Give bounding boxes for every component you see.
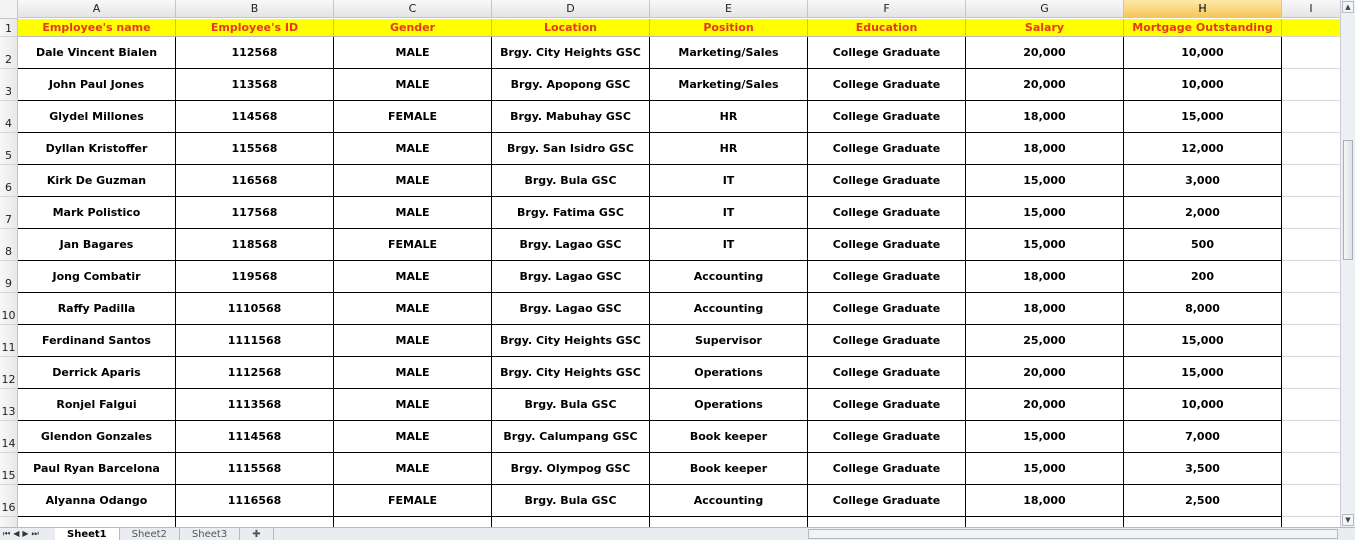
row-header[interactable]: 3 xyxy=(0,69,18,101)
table-cell[interactable]: Brgy. Calumpang GSC xyxy=(492,421,650,453)
table-cell[interactable]: MALE xyxy=(334,37,492,69)
horizontal-scrollbar[interactable] xyxy=(808,529,1338,539)
table-cell[interactable]: 18,000 xyxy=(966,485,1124,517)
table-cell[interactable]: Supervisor xyxy=(650,325,808,357)
table-cell-empty[interactable] xyxy=(1282,453,1341,485)
last-sheet-icon[interactable]: ⏭ xyxy=(31,529,39,538)
table-row xyxy=(0,133,1341,165)
table-cell-empty[interactable] xyxy=(1282,325,1341,357)
table-cell[interactable]: 15,000 xyxy=(1124,101,1282,133)
table-row xyxy=(0,485,1341,517)
table-cell[interactable]: Brgy. Lagao GSC xyxy=(492,229,650,261)
table-cell[interactable]: 25,000 xyxy=(966,325,1124,357)
table-cell-empty[interactable] xyxy=(334,517,492,527)
table-cell[interactable]: Brgy. Apopong GSC xyxy=(492,69,650,101)
table-row xyxy=(0,165,1341,197)
row-header[interactable]: 11 xyxy=(0,325,18,357)
table-cell-empty[interactable] xyxy=(1282,37,1341,69)
table-cell[interactable]: College Graduate xyxy=(808,101,966,133)
table-cell[interactable]: 15,000 xyxy=(1124,357,1282,389)
table-cell[interactable]: FEMALE xyxy=(334,229,492,261)
table-cell[interactable]: Brgy. Olympog GSC xyxy=(492,453,650,485)
table-cell-empty[interactable] xyxy=(1282,389,1341,421)
table-cell[interactable]: Brgy. Bula GSC xyxy=(492,485,650,517)
table-row xyxy=(0,69,1341,101)
table-cell[interactable]: 15,000 xyxy=(966,421,1124,453)
table-cell[interactable]: College Graduate xyxy=(808,229,966,261)
table-cell[interactable]: MALE xyxy=(334,133,492,165)
header-cell[interactable]: Position xyxy=(650,19,808,37)
table-cell[interactable]: Book keeper xyxy=(650,453,808,485)
table-cell[interactable]: 119568 xyxy=(176,261,334,293)
table-cell-empty[interactable] xyxy=(966,517,1124,527)
table-cell[interactable]: 500 xyxy=(1124,229,1282,261)
sheet-tab-sheet1[interactable]: Sheet1 xyxy=(55,528,120,540)
sheet-tabs xyxy=(55,528,240,540)
table-row xyxy=(0,453,1341,485)
column-header-e[interactable]: E xyxy=(650,0,808,18)
row-header[interactable]: 10 xyxy=(0,293,18,325)
header-cell[interactable]: Location xyxy=(492,19,650,37)
select-all-corner[interactable] xyxy=(0,0,18,19)
table-cell-empty[interactable] xyxy=(1282,421,1341,453)
table-cell[interactable]: 20,000 xyxy=(966,357,1124,389)
table-cell[interactable]: 18,000 xyxy=(966,133,1124,165)
table-cell-empty[interactable] xyxy=(1282,133,1341,165)
table-cell[interactable]: IT xyxy=(650,197,808,229)
table-cell-empty[interactable] xyxy=(1124,517,1282,527)
row-header[interactable]: 13 xyxy=(0,389,18,421)
vertical-scroll-thumb[interactable] xyxy=(1343,140,1353,260)
column-header-f[interactable]: F xyxy=(808,0,966,18)
table-cell[interactable]: IT xyxy=(650,165,808,197)
table-cell[interactable]: MALE xyxy=(334,453,492,485)
table-cell-empty[interactable] xyxy=(1282,293,1341,325)
table-cell[interactable]: Brgy. Bula GSC xyxy=(492,389,650,421)
header-row xyxy=(0,19,1341,37)
table-cell[interactable]: John Paul Jones xyxy=(18,69,176,101)
row-header[interactable]: 15 xyxy=(0,453,18,485)
table-cell-empty[interactable] xyxy=(1282,357,1341,389)
row-header[interactable]: 5 xyxy=(0,133,18,165)
sheet-tab-sheet3[interactable]: Sheet3 xyxy=(180,528,240,540)
table-cell[interactable]: Brgy. City Heights GSC xyxy=(492,37,650,69)
table-cell-empty[interactable] xyxy=(650,517,808,527)
sheet-tab-bar xyxy=(0,527,1355,540)
table-cell[interactable]: College Graduate xyxy=(808,453,966,485)
table-cell-empty[interactable] xyxy=(1282,485,1341,517)
table-cell-empty[interactable] xyxy=(1282,261,1341,293)
table-cell[interactable]: 1114568 xyxy=(176,421,334,453)
table-cell[interactable]: Book keeper xyxy=(650,421,808,453)
table-cell-empty[interactable] xyxy=(1282,165,1341,197)
table-cell-empty[interactable] xyxy=(1282,517,1341,527)
table-cell[interactable]: 2,000 xyxy=(1124,197,1282,229)
row-header-1[interactable]: 1 xyxy=(0,19,18,37)
table-cell[interactable]: Accounting xyxy=(650,261,808,293)
table-cell[interactable]: College Graduate xyxy=(808,293,966,325)
row-header[interactable]: 2 xyxy=(0,37,18,69)
rows-container xyxy=(0,19,1341,527)
table-cell[interactable]: 18,000 xyxy=(966,261,1124,293)
table-cell[interactable]: MALE xyxy=(334,421,492,453)
row-header[interactable]: 4 xyxy=(0,101,18,133)
table-cell[interactable]: 15,000 xyxy=(966,165,1124,197)
table-cell[interactable]: Brgy. Fatima GSC xyxy=(492,197,650,229)
table-cell[interactable]: Accounting xyxy=(650,485,808,517)
table-row xyxy=(0,389,1341,421)
table-cell[interactable]: IT xyxy=(650,229,808,261)
row-header[interactable]: 9 xyxy=(0,261,18,293)
table-row xyxy=(0,325,1341,357)
table-cell[interactable]: College Graduate xyxy=(808,197,966,229)
sheet-nav xyxy=(0,529,55,539)
row-header[interactable] xyxy=(0,517,18,527)
table-cell[interactable]: Glydel Millones xyxy=(18,101,176,133)
column-header-c[interactable]: C xyxy=(334,0,492,18)
table-row xyxy=(0,421,1341,453)
vertical-scrollbar[interactable] xyxy=(1340,0,1355,527)
table-cell[interactable]: MALE xyxy=(334,197,492,229)
scroll-down-icon[interactable]: ▼ xyxy=(1342,514,1354,526)
next-sheet-icon[interactable]: ▶ xyxy=(22,529,29,538)
table-cell[interactable]: Brgy. City Heights GSC xyxy=(492,357,650,389)
header-cell[interactable]: Employee's name xyxy=(18,19,176,37)
row-header[interactable]: 7 xyxy=(0,197,18,229)
table-cell[interactable]: MALE xyxy=(334,389,492,421)
table-row xyxy=(0,37,1341,69)
table-row xyxy=(0,357,1341,389)
row-header[interactable]: 8 xyxy=(0,229,18,261)
table-cell[interactable]: MALE xyxy=(334,293,492,325)
table-cell[interactable]: Brgy. Lagao GSC xyxy=(492,293,650,325)
table-cell[interactable]: College Graduate xyxy=(808,133,966,165)
table-cell[interactable]: 113568 xyxy=(176,69,334,101)
column-header-b[interactable]: B xyxy=(176,0,334,18)
table-cell-empty[interactable] xyxy=(1282,229,1341,261)
header-cell[interactable]: Education xyxy=(808,19,966,37)
table-cell[interactable]: 20,000 xyxy=(966,69,1124,101)
table-cell[interactable]: 1112568 xyxy=(176,357,334,389)
table-cell[interactable]: Ferdinand Santos xyxy=(18,325,176,357)
table-cell[interactable]: 1111568 xyxy=(176,325,334,357)
table-cell[interactable]: 3,000 xyxy=(1124,165,1282,197)
table-cell[interactable]: 8,000 xyxy=(1124,293,1282,325)
table-row xyxy=(0,197,1341,229)
insert-sheet-icon[interactable]: ✚ xyxy=(240,528,273,540)
header-cell[interactable]: Gender xyxy=(334,19,492,37)
table-cell[interactable]: 2,500 xyxy=(1124,485,1282,517)
table-cell[interactable]: 112568 xyxy=(176,37,334,69)
sheet-tab-sheet2[interactable]: Sheet2 xyxy=(120,528,180,540)
table-cell[interactable]: 115568 xyxy=(176,133,334,165)
table-cell[interactable]: MALE xyxy=(334,357,492,389)
table-cell[interactable]: 7,000 xyxy=(1124,421,1282,453)
table-cell[interactable]: 15,000 xyxy=(966,197,1124,229)
table-cell[interactable]: 3,500 xyxy=(1124,453,1282,485)
table-cell[interactable]: 10,000 xyxy=(1124,69,1282,101)
row-header[interactable]: 6 xyxy=(0,165,18,197)
table-cell[interactable]: 18,000 xyxy=(966,293,1124,325)
table-row xyxy=(0,261,1341,293)
table-cell[interactable]: 114568 xyxy=(176,101,334,133)
table-cell[interactable]: Accounting xyxy=(650,293,808,325)
table-cell[interactable]: College Graduate xyxy=(808,261,966,293)
table-cell-empty[interactable] xyxy=(808,517,966,527)
column-header-h[interactable]: H xyxy=(1124,0,1282,18)
table-cell[interactable]: Brgy. San Isidro GSC xyxy=(492,133,650,165)
table-cell[interactable]: Marketing/Sales xyxy=(650,37,808,69)
table-cell[interactable]: 15,000 xyxy=(966,229,1124,261)
row-header[interactable]: 12 xyxy=(0,357,18,389)
table-row xyxy=(0,101,1341,133)
table-cell[interactable]: College Graduate xyxy=(808,69,966,101)
header-cell[interactable]: Salary xyxy=(966,19,1124,37)
table-cell[interactable]: Marketing/Sales xyxy=(650,69,808,101)
table-cell[interactable]: 15,000 xyxy=(1124,325,1282,357)
table-cell[interactable]: College Graduate xyxy=(808,325,966,357)
table-cell[interactable]: 15,000 xyxy=(966,453,1124,485)
table-cell[interactable]: College Graduate xyxy=(808,421,966,453)
table-cell[interactable]: 12,000 xyxy=(1124,133,1282,165)
table-cell[interactable]: Raffy Padilla xyxy=(18,293,176,325)
table-cell[interactable]: College Graduate xyxy=(808,165,966,197)
table-cell-empty[interactable] xyxy=(1282,101,1341,133)
table-cell[interactable]: HR xyxy=(650,101,808,133)
column-header-i[interactable]: I xyxy=(1282,0,1341,18)
table-cell[interactable]: FEMALE xyxy=(334,101,492,133)
table-cell[interactable]: MALE xyxy=(334,261,492,293)
header-cell[interactable]: Mortgage Outstanding xyxy=(1124,19,1282,37)
table-cell[interactable]: Jan Bagares xyxy=(18,229,176,261)
table-cell[interactable]: 10,000 xyxy=(1124,389,1282,421)
column-header-bar xyxy=(0,0,1341,19)
table-cell[interactable]: College Graduate xyxy=(808,357,966,389)
table-cell[interactable]: MALE xyxy=(334,325,492,357)
table-cell[interactable]: 117568 xyxy=(176,197,334,229)
table-cell[interactable]: Derrick Aparis xyxy=(18,357,176,389)
row-header[interactable]: 14 xyxy=(0,421,18,453)
table-cell[interactable]: College Graduate xyxy=(808,389,966,421)
table-cell[interactable]: MALE xyxy=(334,69,492,101)
table-cell[interactable]: 20,000 xyxy=(966,389,1124,421)
table-cell[interactable]: MALE xyxy=(334,165,492,197)
table-cell[interactable]: Operations xyxy=(650,389,808,421)
table-cell[interactable]: 116568 xyxy=(176,165,334,197)
table-cell[interactable]: 1113568 xyxy=(176,389,334,421)
table-cell[interactable]: Brgy. Mabuhay GSC xyxy=(492,101,650,133)
table-row xyxy=(0,229,1341,261)
table-cell[interactable]: Brgy. Bula GSC xyxy=(492,165,650,197)
table-cell[interactable]: 18,000 xyxy=(966,101,1124,133)
table-cell[interactable]: Kirk De Guzman xyxy=(18,165,176,197)
table-cell[interactable]: 1115568 xyxy=(176,453,334,485)
table-cell[interactable]: Operations xyxy=(650,357,808,389)
table-cell[interactable]: FEMALE xyxy=(334,485,492,517)
column-header-d[interactable]: D xyxy=(492,0,650,18)
table-cell[interactable]: 1110568 xyxy=(176,293,334,325)
column-header-a[interactable]: A xyxy=(18,0,176,18)
table-cell[interactable]: Ronjel Falgui xyxy=(18,389,176,421)
header-cell-empty[interactable] xyxy=(1282,19,1341,37)
table-cell-empty[interactable] xyxy=(176,517,334,527)
table-cell[interactable]: 20,000 xyxy=(966,37,1124,69)
table-cell[interactable]: 118568 xyxy=(176,229,334,261)
table-cell[interactable]: Brgy. City Heights GSC xyxy=(492,325,650,357)
table-cell[interactable]: Glendon Gonzales xyxy=(18,421,176,453)
table-cell[interactable]: Brgy. Lagao GSC xyxy=(492,261,650,293)
header-cell[interactable]: Employee's ID xyxy=(176,19,334,37)
table-cell[interactable]: Paul Ryan Barcelona xyxy=(18,453,176,485)
table-row-partial xyxy=(0,517,1341,527)
table-cell[interactable]: Dyllan Kristoffer xyxy=(18,133,176,165)
table-row xyxy=(0,293,1341,325)
table-cell[interactable]: College Graduate xyxy=(808,485,966,517)
table-cell[interactable]: Dale Vincent Bialen xyxy=(18,37,176,69)
table-cell[interactable]: 1116568 xyxy=(176,485,334,517)
table-cell-empty[interactable] xyxy=(1282,69,1341,101)
table-cell[interactable]: HR xyxy=(650,133,808,165)
table-cell[interactable]: College Graduate xyxy=(808,37,966,69)
row-header[interactable]: 16 xyxy=(0,485,18,517)
prev-sheet-icon[interactable]: ◀ xyxy=(13,529,20,538)
table-cell-empty[interactable] xyxy=(18,517,176,527)
table-cell[interactable]: Jong Combatir xyxy=(18,261,176,293)
table-cell-empty[interactable] xyxy=(492,517,650,527)
column-header-g[interactable]: G xyxy=(966,0,1124,18)
scroll-up-icon[interactable]: ▲ xyxy=(1342,1,1354,13)
first-sheet-icon[interactable]: ⏮ xyxy=(3,529,11,538)
table-cell[interactable]: 200 xyxy=(1124,261,1282,293)
table-cell[interactable]: 10,000 xyxy=(1124,37,1282,69)
table-cell[interactable]: Mark Polistico xyxy=(18,197,176,229)
table-cell-empty[interactable] xyxy=(1282,197,1341,229)
table-cell[interactable]: Alyanna Odango xyxy=(18,485,176,517)
